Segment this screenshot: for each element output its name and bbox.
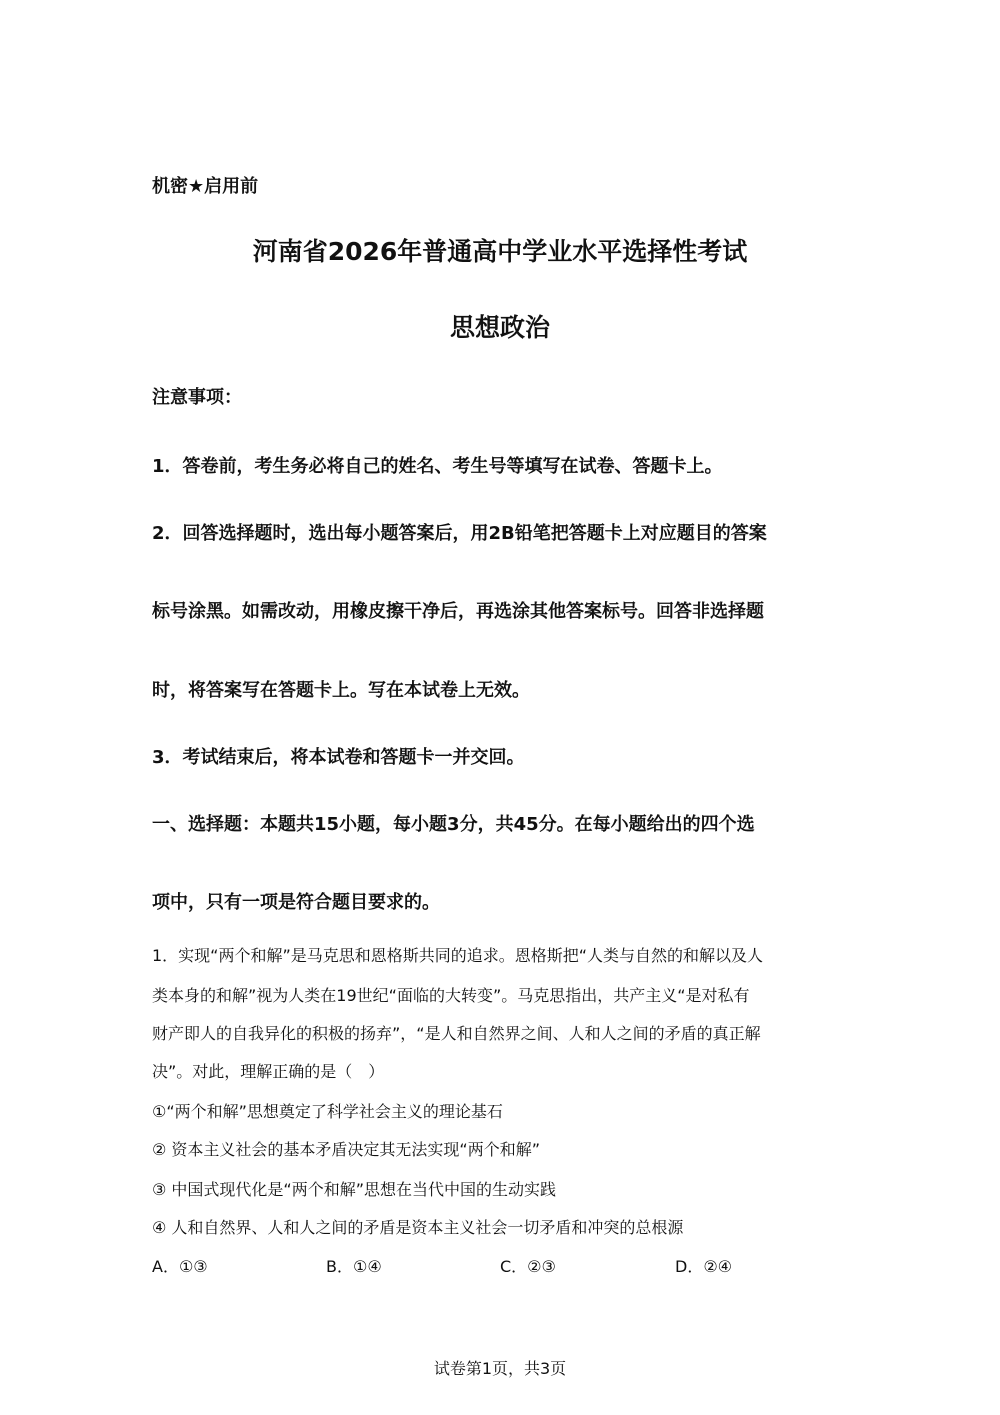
notice-item-2-line-3: 时，将答案写在答题卡上。写在本试卷上无效。: [152, 680, 530, 701]
confidential-label: 机密★启用前: [152, 176, 259, 197]
question-1-statement-3: ③ 中国式现代化是“两个和解”思想在当代中国的生动实践: [152, 1180, 557, 1199]
question-1-option-b: B．①④: [326, 1257, 382, 1276]
question-1-stem-line-2: 类本身的和解”视为人类在19世纪“面临的大转变”。马克思指出，共产主义“是对私有: [152, 986, 750, 1005]
question-1-statement-2: ② 资本主义社会的基本矛盾决定其无法实现“两个和解”: [152, 1140, 541, 1159]
question-1-option-d: D．②④: [675, 1257, 733, 1276]
question-1-option-c: C．②③: [500, 1257, 556, 1276]
notice-item-1: 1．答卷前，考生务必将自己的姓名、考生号等填写在试卷、答题卡上。: [152, 456, 723, 477]
question-1-stem-line-4: 决”。对此，理解正确的是（ ）: [152, 1062, 385, 1081]
question-1-stem-line-1: 1．实现“两个和解”是马克思和恩格斯共同的追求。恩格斯把“人类与自然的和解以及人: [152, 946, 764, 965]
section-1-heading-line-1: 一、选择题：本题共15小题，每小题3分，共45分。在每小题给出的四个选: [152, 814, 755, 835]
notice-item-3: 3．考试结束后，将本试卷和答题卡一并交回。: [152, 747, 525, 768]
question-1-option-a: A．①③: [152, 1257, 208, 1276]
question-1-stem-line-3: 财产即人的自我异化的积极的扬弃”，“是人和自然界之间、人和人之间的矛盾的真正解: [152, 1024, 761, 1043]
page-footer: 试卷第1页，共3页: [433, 1359, 567, 1378]
notice-heading: 注意事项：: [152, 387, 242, 408]
subject-title: 思想政治: [449, 313, 550, 342]
notice-item-2-line-1: 2．回答选择题时，选出每小题答案后，用2B铅笔把答题卡上对应题目的答案: [152, 523, 767, 544]
question-1-statement-4: ④ 人和自然界、人和人之间的矛盾是资本主义社会一切矛盾和冲突的总根源: [152, 1218, 684, 1237]
section-1-heading-line-2: 项中，只有一项是符合题目要求的。: [152, 892, 440, 913]
exam-title: 河南省2026年普通高中学业水平选择性考试: [252, 237, 748, 266]
question-1-statement-1: ①“两个和解”思想奠定了科学社会主义的理论基石: [152, 1102, 503, 1121]
notice-item-2-line-2: 标号涂黑。如需改动，用橡皮擦干净后，再选涂其他答案标号。回答非选择题: [152, 601, 764, 622]
